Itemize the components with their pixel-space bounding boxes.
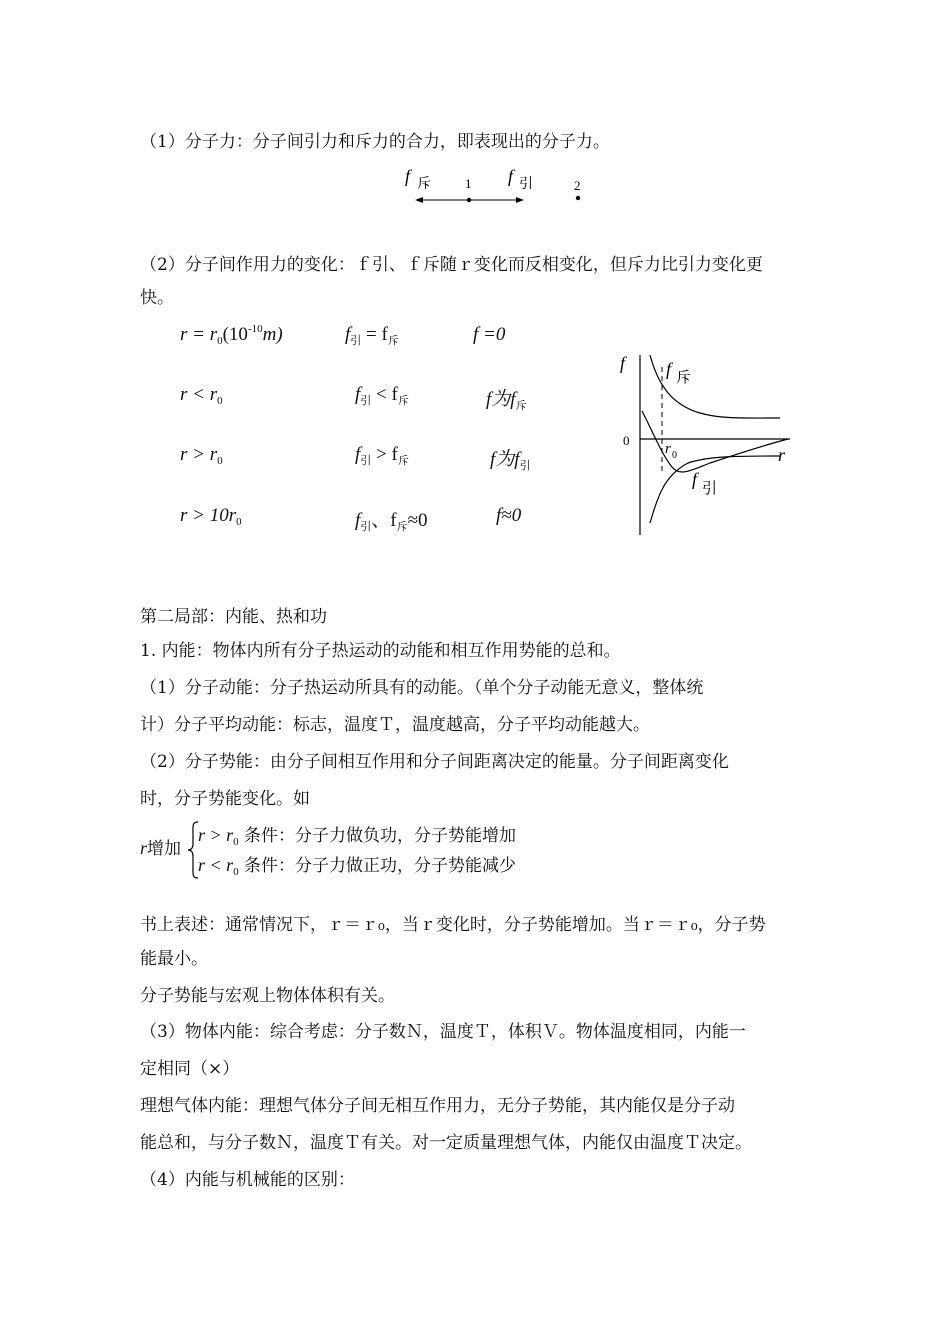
internal-vs-mechanical-energy: （4）内能与机械能的区别： <box>140 1170 355 1190</box>
object-internal-energy: （3）物体内能：综合考虑：分子数Ｎ，温度Ｔ，体积Ｖ。物体温度相同，内能一 <box>140 1022 746 1042</box>
paragraph-force-change-cont: 快。 <box>140 288 174 308</box>
ideal-gas-internal-energy-cont: 能总和，与分子数Ｎ，温度Ｔ有关。对一定质量理想气体，内能仅由温度Ｔ决定。 <box>140 1133 752 1153</box>
force-distance-graph <box>610 345 800 540</box>
f-attraction-sub: 引 <box>519 177 533 192</box>
potential-volume-relation: 分子势能与宏观上物体体积有关。 <box>140 986 395 1006</box>
molecular-potential-energy: （2）分子势能：由分子间相互作用和分子间距离决定的能量。分子间距离变化 <box>140 752 729 772</box>
brace-top-condition: $r > r_0$ 条件：分子力做负功，分子势能增加 <box>198 825 517 848</box>
internal-energy-definition: 1. 内能：物体内所有分子热运动的动能和相互作用势能的总和。 <box>140 641 621 661</box>
row2-result: f为$f_斥$ <box>486 389 527 412</box>
point-1-dot <box>467 198 471 202</box>
origin-label: 0 <box>623 433 630 448</box>
ideal-gas-internal-energy: 理想气体内能：理想气体分子间无相互作用力，无分子势能，其内能仅是分子动 <box>140 1096 735 1116</box>
row4-r: $r > 10r_0$ <box>180 505 242 528</box>
x-axis-label: r <box>778 445 786 465</box>
f-repulsion-label: f <box>405 166 411 186</box>
point-1-label: 1 <box>465 176 472 191</box>
repulsion-curve-sub: 斥 <box>676 370 692 386</box>
paragraph-molecular-force: （1）分子力：分子间引力和斥力的合力，即表现出的分子力。 <box>140 132 610 152</box>
force-diagram <box>395 160 595 215</box>
r0-label: r <box>665 441 671 457</box>
object-internal-energy-cont: 定相同（×） <box>140 1059 240 1079</box>
section-title: 第二局部：内能、热和功 <box>140 607 327 627</box>
r0-sub: 0 <box>672 450 677 461</box>
y-axis-label: f <box>620 353 626 373</box>
row4-result: f≈0 <box>496 505 522 526</box>
brace-left-label: r增加 <box>140 838 182 859</box>
repulsion-curve-label: f <box>666 359 672 379</box>
brace-bottom-condition: $r < r_0$ 条件：分子力做正功，分子势能减少 <box>198 855 517 878</box>
row3-r: $r > r_0$ <box>180 444 223 467</box>
resultant-curve <box>642 411 788 472</box>
row1-result: f =0 <box>473 324 506 345</box>
point-2-dot <box>576 196 580 200</box>
molecular-potential-energy-cont: 时，分子势能变化。如 <box>140 789 310 809</box>
f-repulsion-sub: 斥 <box>417 177 431 192</box>
attraction-curve-sub: 引 <box>702 481 718 497</box>
point-2-label: 2 <box>574 178 581 193</box>
row3-result: f为$f_引$ <box>490 449 531 472</box>
row4-relation: $f_引$、$f_斥\approx 0$ <box>355 510 428 533</box>
row3-relation: $f_引 > f_斥$ <box>355 444 409 467</box>
molecular-kinetic-energy-cont: 计）分子平均动能：标志，温度Ｔ，温度越高，分子平均动能越大。 <box>140 715 650 735</box>
row2-r: $r < r_0$ <box>180 384 223 407</box>
row2-relation: $f_引 < f_斥$ <box>355 384 409 407</box>
book-statement-cont: 能最小。 <box>140 949 208 969</box>
row1-r: $r = r_0(10^{-10}m)$ <box>180 323 283 347</box>
book-statement: 书上表述：通常情况下，ｒ＝ｒ₀，当ｒ变化时，分子势能增加。当ｒ＝ｒ₀，分子势 <box>140 915 766 935</box>
attraction-curve-label: f <box>692 469 698 489</box>
paragraph-force-change: （2）分子间作用力的变化：ｆ引、ｆ斥随ｒ变化而反相变化，但斥力比引力变化更 <box>140 255 763 275</box>
f-attraction-label: f <box>508 166 514 186</box>
molecular-kinetic-energy: （1）分子动能：分子热运动所具有的动能。（单个分子动能无意义，整体统 <box>140 678 704 698</box>
row1-relation: $f_引 = f_斥$ <box>345 324 399 347</box>
